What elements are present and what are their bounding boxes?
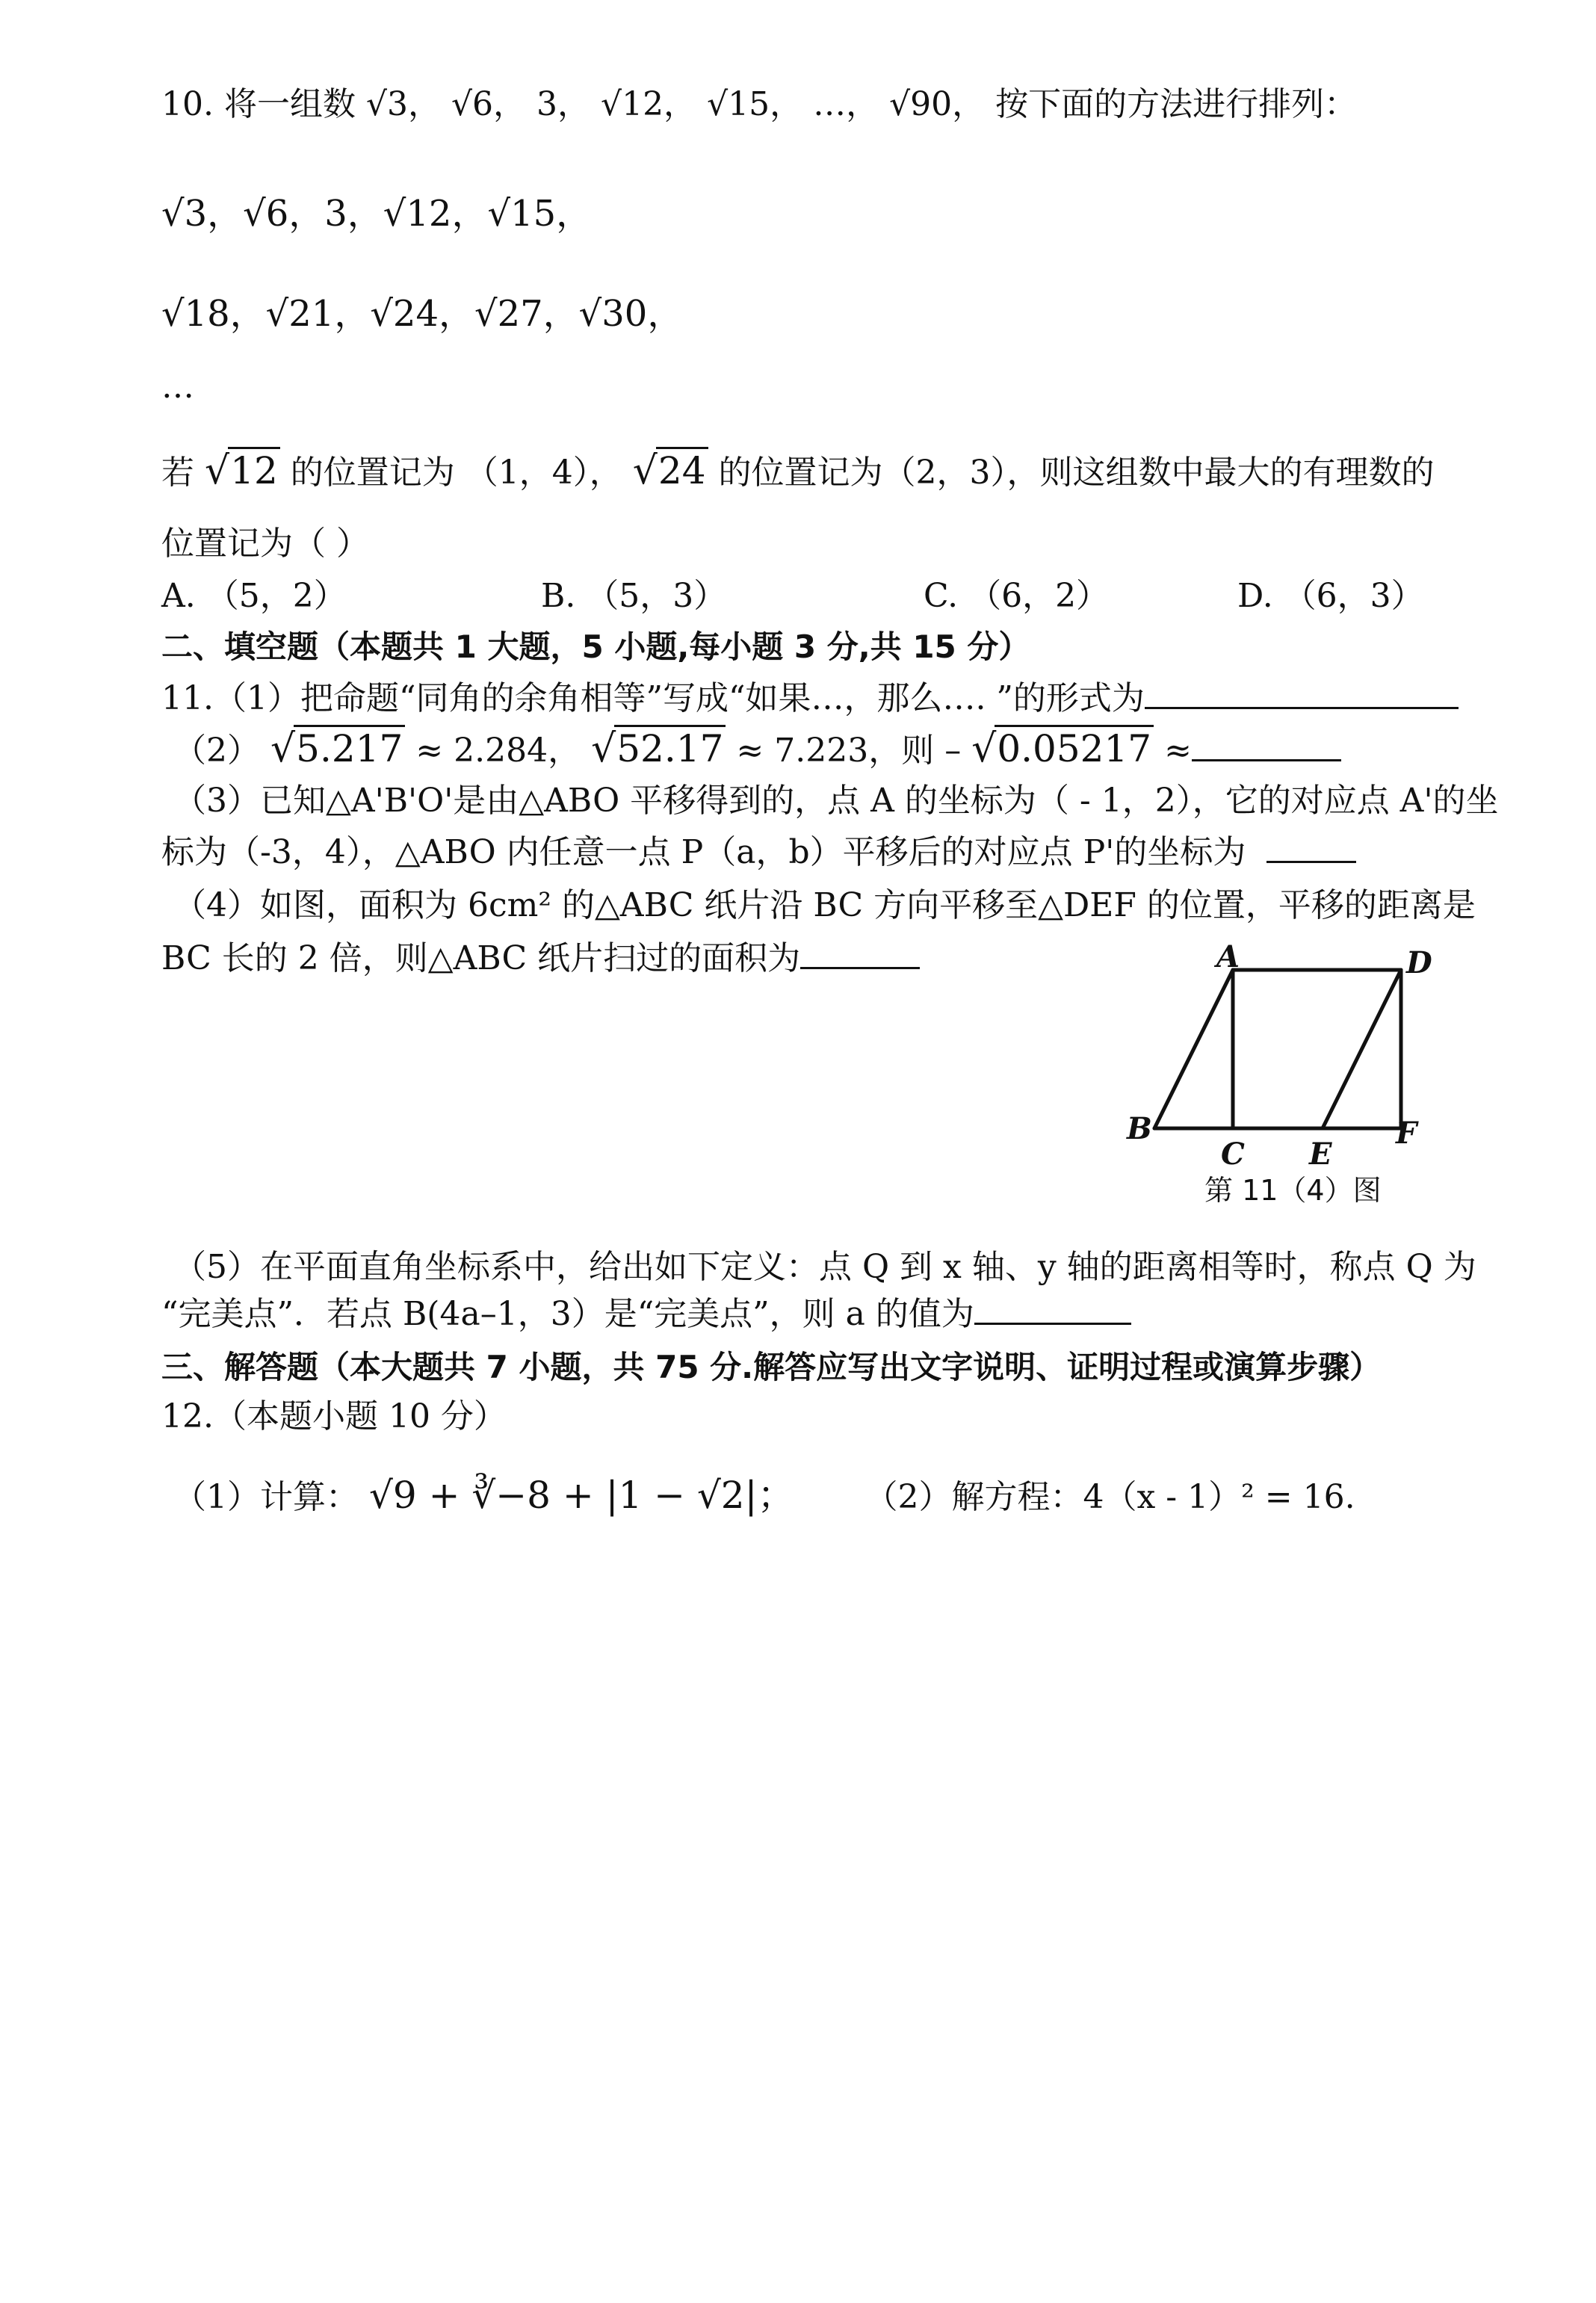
q10-row-2: √18，√21，√24，√27，√30，	[161, 293, 684, 335]
q11-p5-text: “完美点”．若点 B(4a–1，3）是“完美点”，则 a 的值为	[161, 1295, 974, 1333]
q11-p2-label: （2）	[173, 732, 260, 770]
sqrt-5217: √5.217	[270, 725, 405, 773]
q11-part-4-line-2	[161, 937, 920, 979]
answer-blank[interactable]	[1266, 831, 1356, 863]
q10-condition-end: 位置记为（ ）	[161, 525, 369, 563]
q12-p2: （2）解方程：4（x - 1）² = 16.	[864, 1478, 1355, 1516]
figure-caption: 第 11（4）图	[1204, 1174, 1382, 1207]
sqrt-5217-b: √52.17	[591, 725, 726, 773]
answer-blank[interactable]	[1192, 729, 1341, 761]
q11-part-1	[161, 677, 1459, 719]
q10-intro	[161, 84, 1357, 125]
q10-number-list	[366, 85, 995, 123]
q10-item: 3，	[536, 85, 591, 123]
segment-de	[1323, 970, 1401, 1128]
sqrt-005217: √0.05217	[971, 725, 1154, 773]
label-b: B	[1127, 1111, 1152, 1146]
q11-part-3-line-2	[161, 831, 1356, 873]
q10-item: √6，	[451, 85, 527, 123]
q11-part-2	[173, 725, 1341, 773]
label-e: E	[1309, 1137, 1332, 1167]
label-d: D	[1406, 945, 1432, 980]
q12-p1-label: （1）计算：	[173, 1478, 359, 1516]
q10-option-b[interactable]: B. （5，3）	[541, 577, 727, 615]
q10-ellipsis: …	[161, 368, 194, 406]
q12-p1-expression: √9 + ∛−8 + |1 − √2|；	[369, 1474, 795, 1517]
q12-title: 12.（本题小题 10 分）	[161, 1397, 507, 1435]
q10-cond-b: 的位置记为 （1，4），	[290, 454, 622, 492]
q10-cond-a: 若	[161, 454, 194, 492]
answer-blank[interactable]	[974, 1293, 1131, 1325]
q11-p1-text: 11.（1）把命题“同角的余角相等”写成“如果…，那么…. ”的形式为	[161, 679, 1145, 717]
q10-lead: 10. 将一组数	[161, 85, 356, 123]
q10-cond-c: 的位置记为（2，3），则这组数中最大的有理数的	[718, 454, 1435, 492]
q12-parts	[173, 1472, 1355, 1519]
label-f: F	[1396, 1116, 1417, 1151]
q11-part-3-line-1: （3）已知△A'B'O'是由△ABO 平移得到的，点 A 的坐标为（ - 1，2），它的对应点 A'的坐	[173, 782, 1499, 820]
q11-p2-approx: ≈	[1164, 732, 1192, 770]
section-2-title: 二、填空题（本题共 1 大题，5 小题,每小题 3 分,共 15 分）	[161, 628, 1030, 665]
sqrt-24: √24	[633, 447, 708, 495]
sqrt-12: √12	[205, 447, 280, 495]
q10-item: √12，	[601, 85, 697, 123]
q11-p2-val1: ≈ 2.284，	[415, 732, 581, 770]
q10-intro-tail: 按下面的方法进行排列：	[995, 85, 1358, 123]
q11-p4-text: BC 长的 2 倍，则△ABC 纸片扫过的面积为	[161, 939, 801, 977]
section-3-title: 三、解答题（本大题共 7 小题，共 75 分.解答应写出文字说明、证明过程或演算步骤）	[161, 1349, 1382, 1385]
q10-item: √3，	[365, 85, 441, 123]
answer-blank[interactable]	[800, 937, 920, 969]
q10-option-a[interactable]: A. （5，2）	[161, 577, 347, 615]
q10-item: …，	[813, 85, 879, 123]
q11-part-4-line-1: （4）如图，面积为 6cm² 的△ABC 纸片沿 BC 方向平移至△DEF 的位置，平移的距离是	[173, 886, 1476, 924]
q11-part-5-line-1: （5）在平面直角坐标系中，给出如下定义：点 Q 到 x 轴、y 轴的距离相等时，称点 Q 为	[173, 1248, 1476, 1286]
q11-part-5-line-2	[161, 1293, 1131, 1335]
answer-blank[interactable]	[1145, 677, 1459, 709]
label-c: C	[1221, 1137, 1245, 1167]
q10-condition	[161, 447, 1435, 495]
q11-p2-val2: ≈ 7.223，则 –	[736, 732, 962, 770]
translation-figure	[1113, 943, 1502, 1167]
q10-row-1: √3，√6，3，√12，√15，	[161, 193, 593, 235]
segment-ab	[1154, 970, 1233, 1128]
q10-item: √15，	[707, 85, 803, 123]
q10-option-d[interactable]: D. （6，3）	[1237, 577, 1424, 615]
label-a: A	[1216, 943, 1240, 974]
q10-item: √90，	[889, 85, 986, 123]
q10-option-c[interactable]: C. （6，2）	[924, 577, 1110, 615]
q11-p3-text: 标为（-3，4），△ABO 内任意一点 P（a，b）平移后的对应点 P'的坐标为	[161, 833, 1246, 871]
